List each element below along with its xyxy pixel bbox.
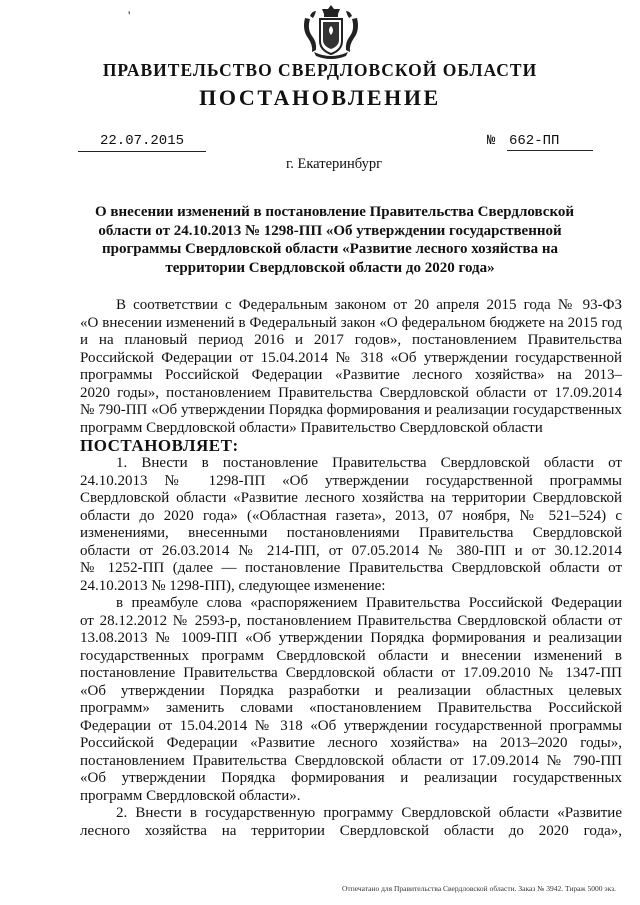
print-footer: Отпечатано для Правительства Свердловской области. Заказ № 3942. Тираж 5000 экз. (342, 884, 616, 893)
text-line: 24.10.2013 № 1298-ПП), следующее изменение: (80, 577, 386, 594)
coat-of-arms-icon (300, 2, 362, 60)
title-line: территории Свердловской области до 2020 года» (165, 259, 495, 276)
text-line: Федерации от 15.04.2014 № 318 «Об утверждении государственной программы (80, 717, 622, 734)
text-line: Российской Федерации «Развитие лесного хозяйства» на 2013–2020 годы», (80, 735, 622, 751)
text-line: области до 2020 года» («Областная газета», 2013, 07 ноября, № 521–524) с (80, 507, 622, 524)
text-line: 2020 годы», постановлением Правительства Свердловской области от 17.09.2014 (80, 384, 622, 401)
paragraph-preamble (80, 297, 622, 437)
text-line: 13.08.2013 № 1009-ПП «Об утверждении Порядка формирования и реализации (80, 630, 622, 646)
document-type: ПОСТАНОВЛЕНИЕ (199, 85, 441, 110)
text-line: и на плановый период 2016 и 2017 годов», постановлением Правительства (80, 332, 622, 348)
text-line: «О внесении изменений в Федеральный закон «О федеральном бюджете на 2015 год (80, 314, 622, 331)
text-line: программ» заменить словами «постановлением Правительства Российской (80, 700, 622, 716)
paragraph-item-2 (80, 805, 622, 840)
text-line: постановлением Правительства Свердловской области от 17.09.2014 № 790-ПП (80, 752, 622, 769)
text-line: № 790-ПП «Об утверждении Порядка формирования и реализации государственных (80, 402, 622, 418)
corner-mark: ' (128, 8, 131, 23)
paragraph-item-1 (80, 455, 622, 595)
text-line: 24.10.2013 № 1298-ПП «Об утверждении государственной программы (80, 472, 622, 489)
text-line: постановление Правительства Свердловской области от 17.09.2010 № 1347-ПП (80, 665, 622, 681)
text-line: программ Свердловской области». (80, 787, 301, 804)
document-title (95, 203, 575, 277)
text-line: «Об утверждении Порядка разработки и реализации областных целевых (80, 682, 622, 699)
text-line: от 28.12.2012 № 2593-р, постановлением Правительства Свердловской области от (80, 612, 622, 629)
city: г. Екатеринбург (285, 156, 383, 172)
text-line: программы Российской Федерации «Развитие лесного хозяйства» на 2013– (80, 367, 622, 383)
text-line: Российской Федерации от 15.04.2014 № 318 «Об утверждении государственной (80, 349, 622, 366)
title-line: области от 24.10.2013 № 1298-ПП «Об утверждении государственной (98, 222, 562, 239)
text-line: программ Свердловской области» Правительство Свердловской области (80, 419, 543, 436)
text-line: в преамбуле слова «распоряжением Правительства Российской Федерации (116, 595, 622, 611)
text-line: № 1252-ПП (далее — постановление Правительства Свердловской области от (80, 560, 622, 576)
text-line: 1. Внести в постановление Правительства Свердловской области от (116, 455, 622, 471)
text-line: В соответствии с Федеральным законом от 20 апреля 2015 года № 93-ФЗ (116, 297, 622, 313)
text-line: области от 26.03.2014 № 214-ПП, от 07.05.2014 № 380-ПП и от 30.12.2014 (80, 542, 622, 559)
text-line: изменениями, внесенными постановлениями Правительства Свердловской (80, 525, 622, 541)
text-line: «Об утверждении Порядка формирования и реализации государственных (80, 770, 622, 786)
number-sign: № (487, 133, 496, 149)
title-line: О внесении изменений в постановление Правительства Свердловской (95, 204, 575, 220)
text-line: Свердловской области «Развитие лесного хозяйства на территории Свердловской (80, 490, 622, 506)
document-date: 22.07.2015 (78, 131, 206, 152)
text-line: лесного хозяйства на территории Свердловской области до 2020 года», (80, 822, 622, 839)
document-number: 662-ПП (507, 131, 593, 151)
text-line: 2. Внести в государственную программу Свердловской области «Развитие (116, 805, 622, 821)
title-line: программы Свердловской области «Развитие лесного хозяйства на (102, 241, 558, 257)
document-body (80, 297, 622, 840)
paragraph-amendment (80, 595, 622, 805)
text-line: государственных программ Свердловской области и внесении изменений в (80, 647, 622, 664)
government-name: ПРАВИТЕЛЬСТВО СВЕРДЛОВСКОЙ ОБЛАСТИ (102, 60, 538, 80)
resolves-heading: ПОСТАНОВЛЯЕТ: (80, 436, 239, 455)
